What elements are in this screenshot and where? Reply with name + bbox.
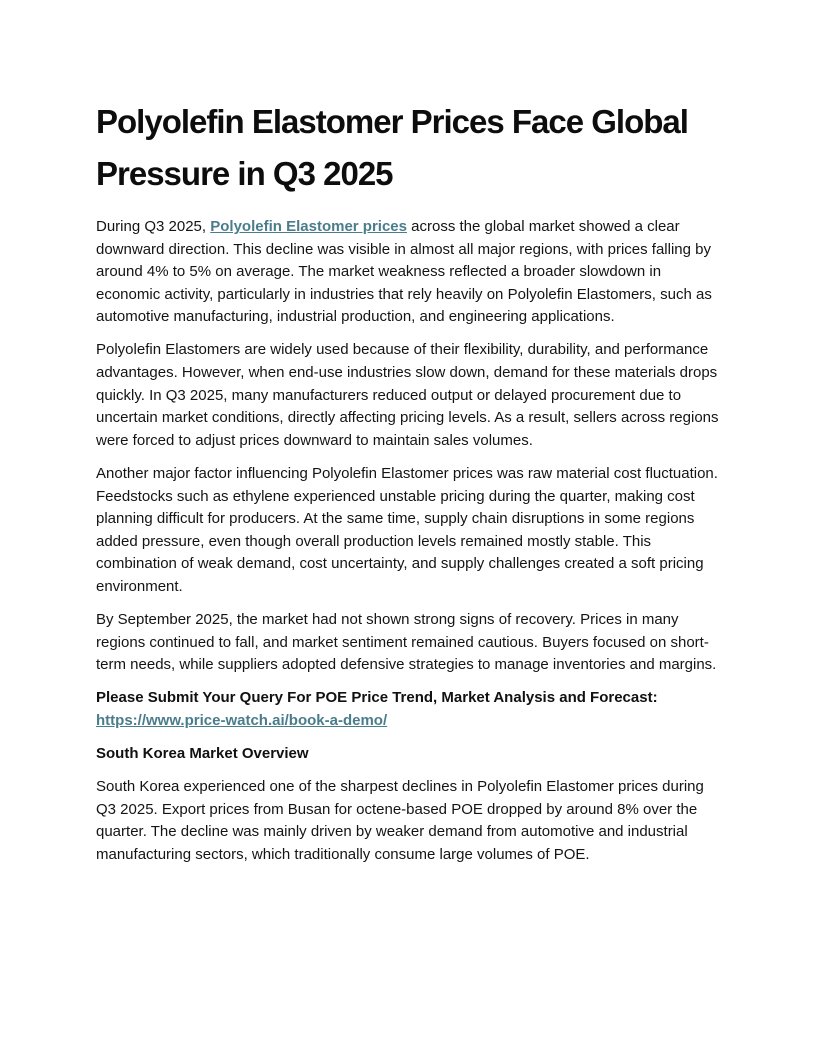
paragraph-september-outlook: By September 2025, the market had not shown strong signs of recovery. Prices in many regions continued to fall, and market sentiment remained cautious. Buyers focused on short-term needs, while suppliers adopted defensive strategies to manage inventories and margins. <box>96 611 717 674</box>
paragraph-demand: Polyolefin Elastomers are widely used because of their flexibility, durability, and performance advantages. However, when end-use industries slow down, demand for these materials drops quickly. In Q3 2025, many manufacturers reduced output or delayed procurement due to uncertain market conditions, directly affecting pricing levels. As a result, sellers across regions were forced to adjust prices downward to maintain sales volumes. <box>96 341 719 449</box>
section-heading-south-korea: South Korea Market Overview <box>96 744 309 762</box>
paragraph-intro-rest: across the global market showed a clear downward direction. This decline was visible in almost all major regions, with prices falling by around 4% to 5% on average. The market weakness reflected a broader slowdown in economic activity, particularly in industries that rely heavily on Polyolefin Elastomers, such as automotive manufacturing, industrial production, and engineering applications. <box>96 218 712 326</box>
query-cta-text: Please Submit Your Query For POE Price Trend, Market Analysis and Forecast: <box>96 689 658 707</box>
paragraph-intro-start: During Q3 2025, <box>96 218 211 235</box>
book-demo-link[interactable]: https://www.price-watch.ai/book-a-demo/ <box>96 711 388 729</box>
document-page <box>96 96 724 877</box>
paragraph-intro <box>96 216 724 329</box>
query-call-to-action <box>96 687 724 732</box>
poe-prices-link[interactable]: Polyolefin Elastomer prices <box>210 218 407 235</box>
article-title: Polyolefin Elastomer Prices Face Global Pressure in Q3 2025 <box>96 103 688 192</box>
paragraph-raw-material: Another major factor influencing Polyolefin Elastomer prices was raw material cost fluctuation. Feedstocks such as ethylene experienced unstable pricing during the quarter, making cost planning difficult for producers. At the same time, supply chain disruptions in some regions added pressure, even though overall production levels remained mostly stable. This combination of weak demand, cost uncertainty, and supply challenges created a soft pricing environment. <box>96 464 718 595</box>
paragraph-south-korea: South Korea experienced one of the sharpest declines in Polyolefin Elastomer prices during Q3 2025. Export prices from Busan for octene-based POE dropped by around 8% over the quarter. The decline was mainly driven by weaker demand from automotive and industrial manufacturing sectors, which traditionally consume large volumes of POE. <box>96 778 704 863</box>
